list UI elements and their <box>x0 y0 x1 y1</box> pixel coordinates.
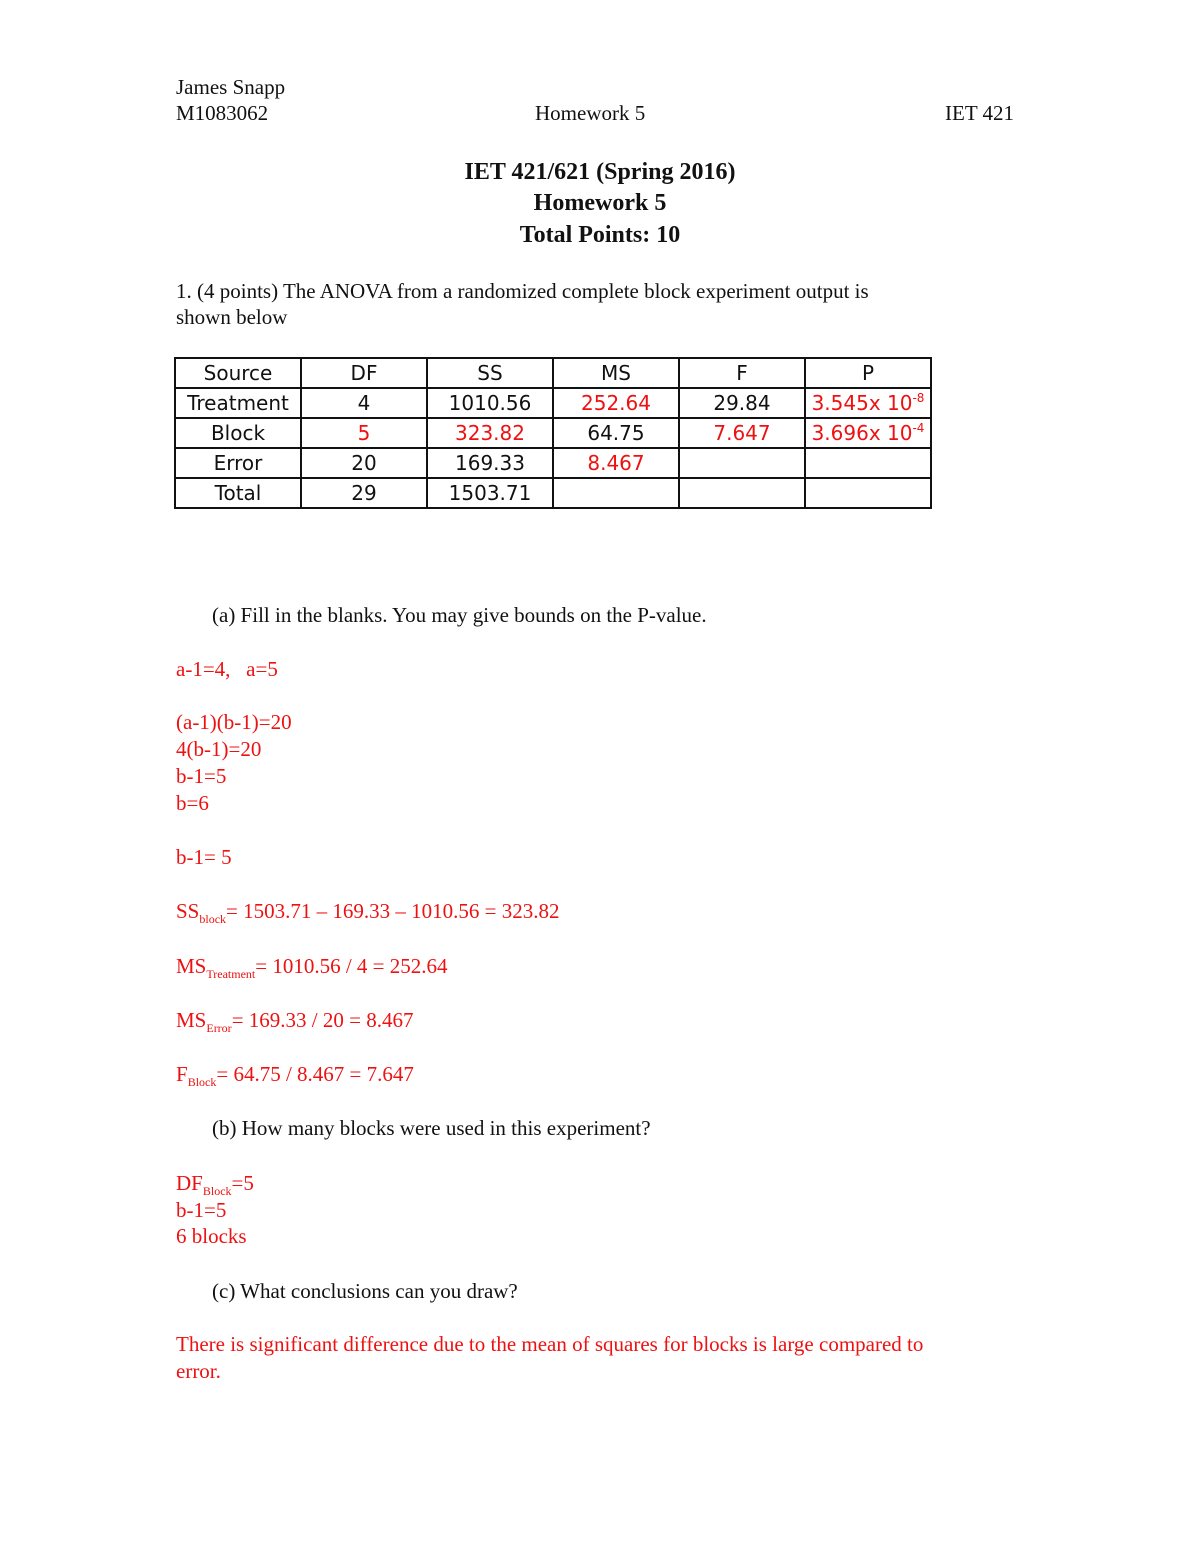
part-a-line: b-1= 5 <box>176 845 232 869</box>
part-a-line: b-1=5 <box>176 764 227 788</box>
cell-source: Block <box>175 418 301 448</box>
part-a-line: (a-1)(b-1)=20 <box>176 710 292 734</box>
part-b-question: (b) How many blocks were used in this experiment? <box>212 1116 651 1140</box>
eq-symbol: MS <box>176 954 207 978</box>
table-row <box>175 478 931 508</box>
table-row <box>175 388 931 418</box>
header-ms: MS <box>553 358 679 388</box>
part-a-line: a-1=4, a=5 <box>176 657 278 681</box>
cell-source: Treatment <box>175 388 301 418</box>
cell-df: 29 <box>301 478 427 508</box>
cell-p <box>805 448 931 478</box>
doc-title-points: Total Points: 10 <box>519 222 681 248</box>
header-assignment: Homework 5 <box>535 101 646 125</box>
p-exponent: -4 <box>912 421 925 435</box>
part-c-question: (c) What conclusions can you draw? <box>212 1279 518 1303</box>
header-f: F <box>679 358 805 388</box>
cell-ms: 64.75 <box>553 418 679 448</box>
question1-intro-line2: shown below <box>176 305 288 329</box>
eq-subscript: Treatment <box>206 967 256 981</box>
cell-ms: 252.64 <box>553 388 679 418</box>
table-row <box>175 448 931 478</box>
eq-symbol: F <box>176 1062 188 1086</box>
part-b-line: 6 blocks <box>176 1224 247 1248</box>
part-c-answer-line2: error. <box>176 1359 221 1383</box>
cell-source: Total <box>175 478 301 508</box>
cell-ss: 169.33 <box>427 448 553 478</box>
ms-error-equation <box>176 1007 413 1034</box>
cell-ss: 1010.56 <box>427 388 553 418</box>
header-course: IET 421 <box>945 101 1015 125</box>
part-a-line: b=6 <box>176 791 209 815</box>
cell-p <box>805 388 931 418</box>
part-a-question: (a) Fill in the blanks. You may give bounds on the P-value. <box>212 603 707 627</box>
eq-subscript: Error <box>206 1021 232 1035</box>
cell-source: Error <box>175 448 301 478</box>
cell-f: 7.647 <box>679 418 805 448</box>
p-mantissa: 3.696x 10 <box>811 421 913 445</box>
cell-ss: 323.82 <box>427 418 553 448</box>
ss-block-equation <box>176 898 559 925</box>
question1-intro-line1: 1. (4 points) The ANOVA from a randomized complete block experiment output is <box>176 279 869 303</box>
anova-table <box>174 357 932 509</box>
eq-subscript: Block <box>202 1184 232 1198</box>
eq-subscript: block <box>199 912 227 926</box>
part-c-answer-line1: There is significant difference due to the mean of squares for blocks is large compared to <box>176 1332 924 1356</box>
header-df: DF <box>301 358 427 388</box>
eq-symbol: MS <box>176 1008 207 1032</box>
cell-p <box>805 418 931 448</box>
cell-p <box>805 478 931 508</box>
table-row <box>175 418 931 448</box>
part-a-line: 4(b-1)=20 <box>176 737 262 761</box>
f-block-equation <box>176 1061 414 1088</box>
eq-body: = 64.75 / 8.467 = 7.647 <box>216 1062 414 1086</box>
author-name: James Snapp <box>176 75 286 99</box>
cell-f <box>679 448 805 478</box>
eq-body: = 169.33 / 20 = 8.467 <box>231 1008 414 1032</box>
header-p: P <box>805 358 931 388</box>
eq-body: = 1503.71 – 169.33 – 1010.56 = 323.82 <box>226 899 560 923</box>
ms-treatment-equation <box>176 953 448 980</box>
doc-title-course: IET 421/621 (Spring 2016) <box>464 159 736 185</box>
cell-f <box>679 478 805 508</box>
cell-ss: 1503.71 <box>427 478 553 508</box>
eq-body: =5 <box>231 1171 254 1195</box>
p-exponent: -8 <box>912 391 925 405</box>
cell-ms <box>553 478 679 508</box>
eq-symbol: DF <box>176 1171 203 1195</box>
eq-symbol: SS <box>176 899 200 923</box>
p-mantissa: 3.545x 10 <box>811 391 913 415</box>
part-b-line: b-1=5 <box>176 1198 227 1222</box>
cell-df: 5 <box>301 418 427 448</box>
header-ss: SS <box>427 358 553 388</box>
cell-df: 4 <box>301 388 427 418</box>
df-block-equation <box>176 1170 254 1197</box>
doc-title-homework: Homework 5 <box>533 190 667 216</box>
header-source: Source <box>175 358 301 388</box>
eq-body: = 1010.56 / 4 = 252.64 <box>255 954 448 978</box>
eq-subscript: Block <box>187 1075 217 1089</box>
cell-f: 29.84 <box>679 388 805 418</box>
table-header-row <box>175 358 931 388</box>
student-id: M1083062 <box>176 101 269 125</box>
cell-ms: 8.467 <box>553 448 679 478</box>
cell-df: 20 <box>301 448 427 478</box>
